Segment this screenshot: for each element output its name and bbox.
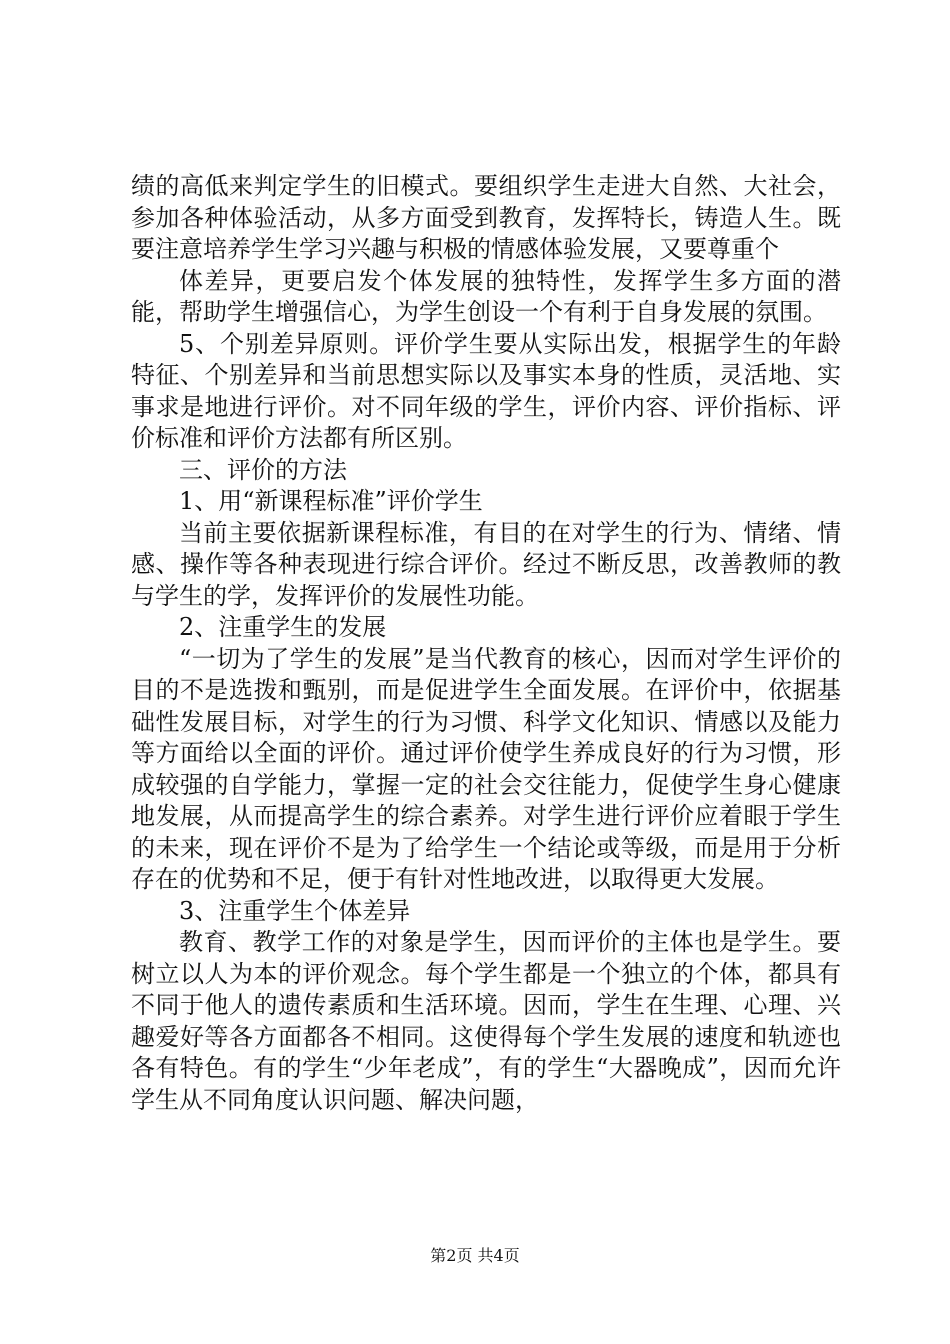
paragraph-continuation: 绩的高低来判定学生的旧模式。要组织学生走进大自然、大社会，参加各种体验活动，从多方面受到教育，发挥特长，铸造人生。既要注意培养学生学习兴趣与积极的情感体验发展，又要尊重个 [131,172,841,263]
paragraph: 教育、教学工作的对象是学生，因而评价的主体也是学生。要树立以人为本的评价观念。每个学生都是一个独立的个体，都具有不同于他人的遗传素质和生活环境。因而，学生在生理、心理、兴趣爱好等各方面都各不相同。这使得每个学生发展的速度和轨迹也各有特色。有的学生“少年老成”，有的学生“大器晚成”，因而允许学生从不同角度认识问题、解决问题， [131,928,841,1114]
subheading-2: 2、注重学生的发展 [179,613,387,641]
paragraph-principle-5: 5、个别差异原则。评价学生要从实际出发，根据学生的年龄特征、个别差异和当前思想实际以及事实本身的性质，灵活地、实事求是地进行评价。对不同年级的学生，评价内容、评价指标、评价标准和评价方法都有所区别。 [131,329,841,452]
paragraph: “一切为了学生的发展”是当代教育的核心，因而对学生评价的目的不是选拨和甄别，而是促进学生全面发展。在评价中，依据基础性发展目标，对学生的行为习惯、科学文化知识、情感以及能力等方面给以全面的评价。通过评价使学生养成良好的行为习惯，形成较强的自学能力，掌握一定的社会交往能力，促使学生身心健康地发展，从而提高学生的综合素养。对学生进行评价应着眼于学生的未来，现在评价不是为了给学生一个结论或等级，而是用于分析存在的优势和不足，便于有针对性地改进，以取得更大发展。 [131,644,841,893]
paragraph: 体差异，更要启发个体发展的独特性，发挥学生多方面的潜能，帮助学生增强信心，为学生创设一个有利于自身发展的氛围。 [131,266,841,326]
subheading-1: 1、用“新课程标准”评价学生 [179,487,483,515]
subheading-3: 3、注重学生个体差异 [179,896,411,925]
document-body [131,171,841,1116]
page-footer: 第2页 共4页 [430,1246,520,1265]
paragraph: 当前主要依据新课程标准，有目的在对学生的行为、情绪、情感、操作等各种表现进行综合评价。经过不断反思，改善教师的教与学生的学，发挥评价的发展性功能。 [131,518,841,610]
section-heading: 三、评价的方法 [179,455,347,484]
